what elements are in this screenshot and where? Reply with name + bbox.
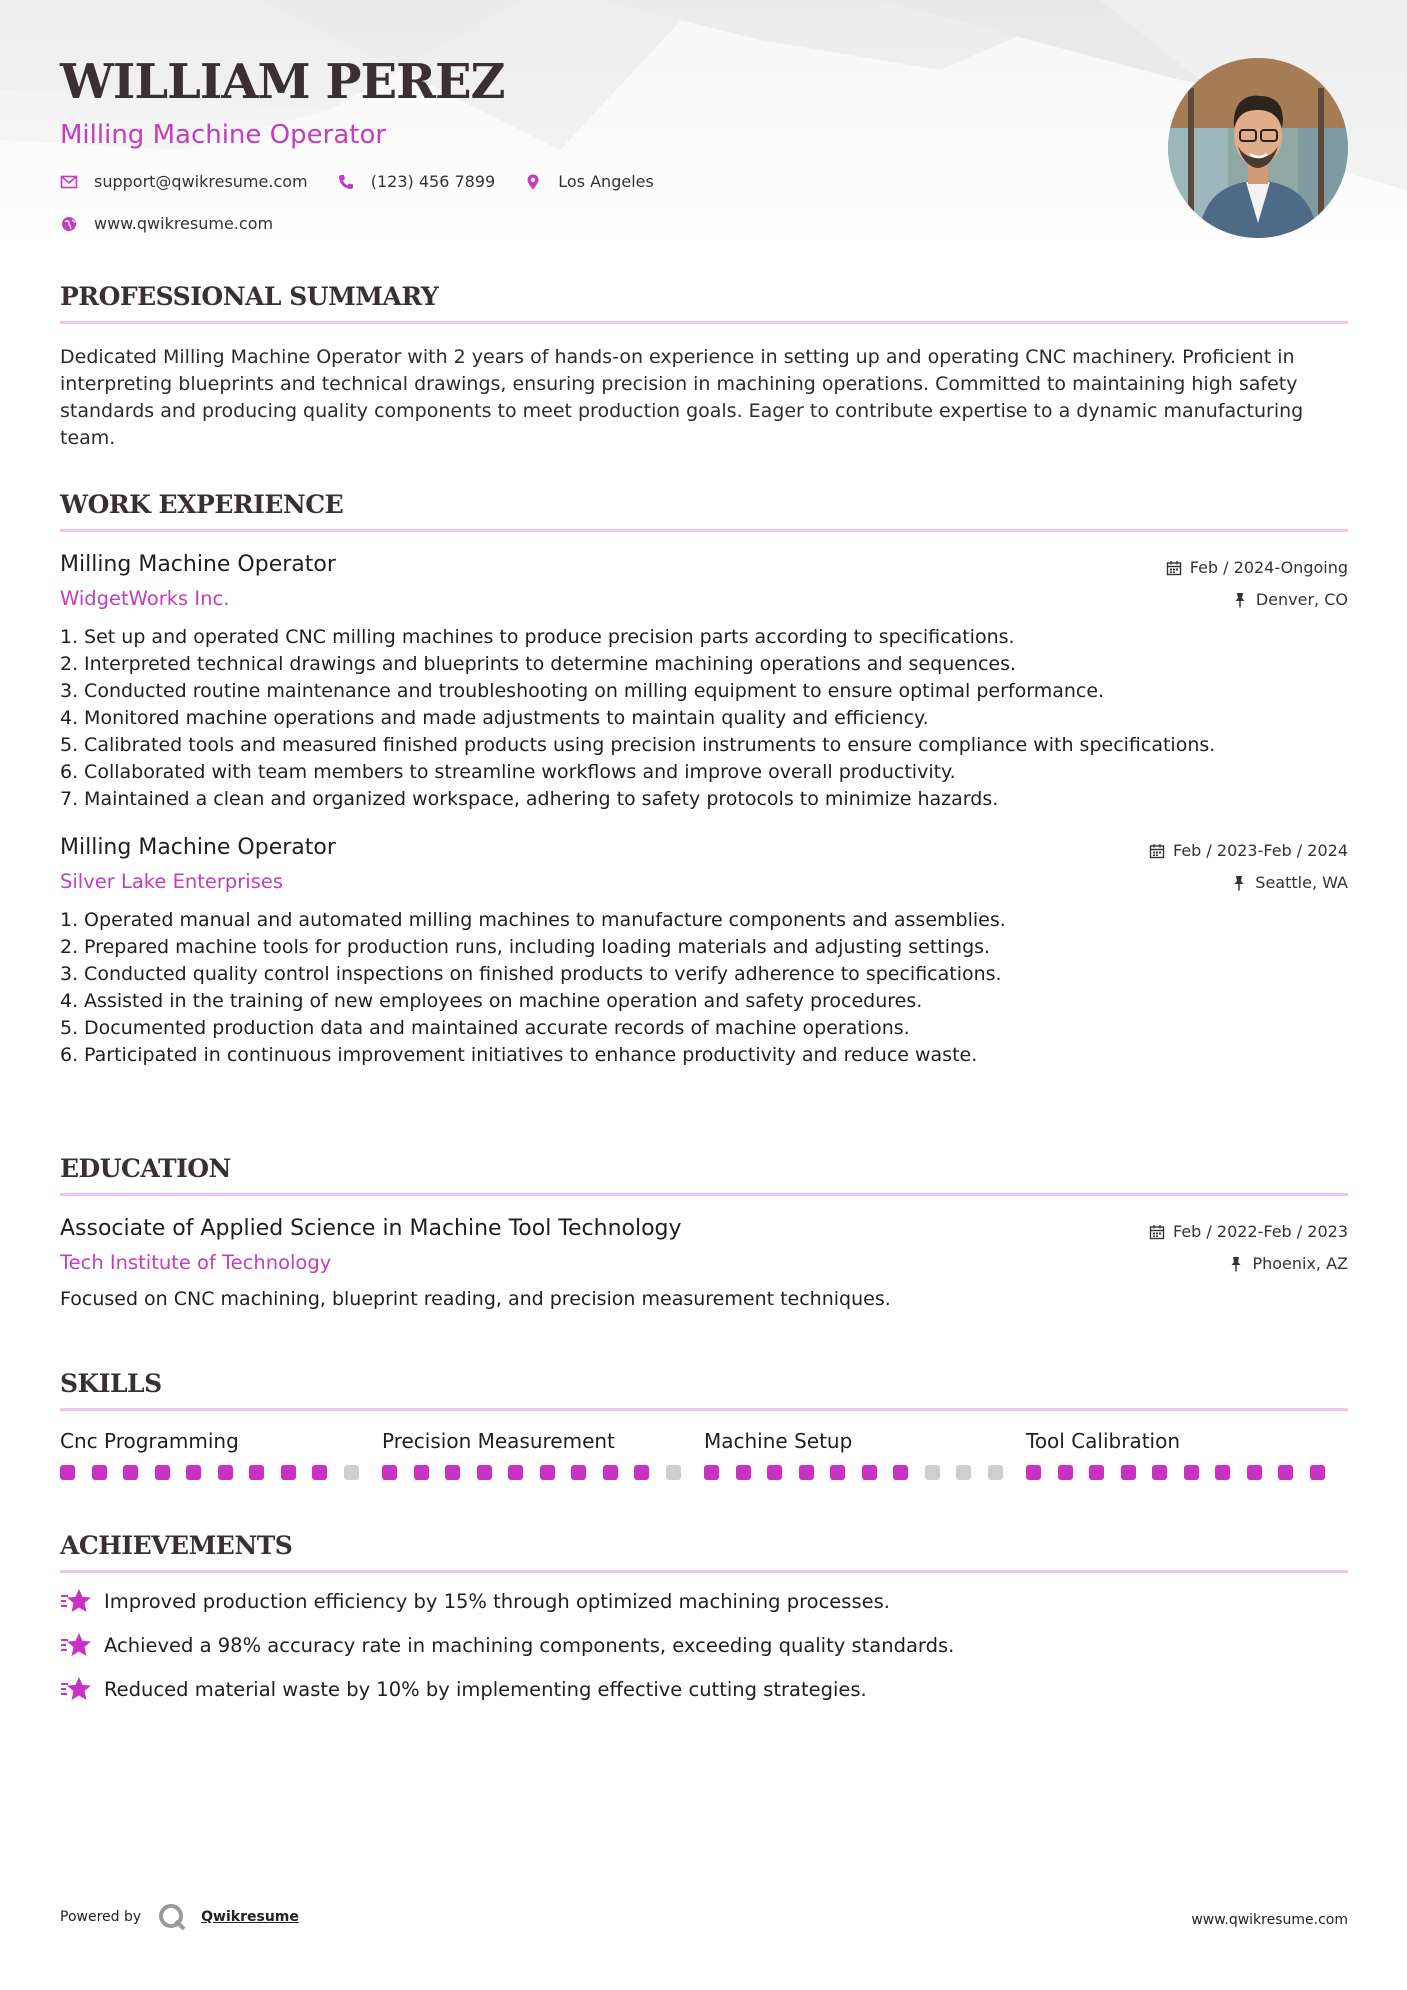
experience-section [60,492,1348,1069]
skill-dot-filled [634,1465,649,1480]
job-location-text: Seattle, WA [1255,873,1348,892]
calendar-icon [1149,1224,1165,1240]
website-text: www.qwikresume.com [94,214,274,233]
star-icon [60,1675,92,1703]
skill-dot-filled [704,1465,719,1480]
achievements-list [60,1587,1348,1703]
skill-dot-filled [508,1465,523,1480]
skill-name: Machine Setup [704,1429,853,1453]
location-text: Los Angeles [558,172,654,191]
job-bullets [60,624,1348,813]
list-item: 4. Monitored machine operations and made adjustments to maintain quality and efficiency. [60,707,929,729]
qwikresume-link[interactable]: Qwikresume [201,1909,299,1925]
skills-list [60,1429,1348,1480]
achievements-heading: ACHIEVEMENTS [60,1533,1348,1573]
job-dates-text: Feb / 2023-Feb / 2024 [1173,841,1348,860]
envelope-icon [60,173,78,191]
education-section [60,1156,1348,1310]
contact-row [60,172,678,195]
list-item: 4. Assisted in the training of new employees on machine operation and safety procedures. [60,990,923,1012]
achievement-text: Improved production efficiency by 15% through optimized machining processes. [104,1589,890,1613]
skill-name: Tool Calibration [1026,1429,1181,1453]
education-location [1228,1254,1348,1273]
star-icon [60,1631,92,1659]
skill-name: Precision Measurement [382,1429,615,1453]
skill-dot-filled [1089,1465,1104,1480]
education-location-text: Phoenix, AZ [1252,1254,1348,1273]
job-title: Milling Machine Operator [60,552,336,577]
achievement-item [60,1631,1348,1659]
skill-dot-filled [571,1465,586,1480]
skill-dot-filled [799,1465,814,1480]
job-company: Silver Lake Enterprises [60,870,284,893]
skill-dot-filled [477,1465,492,1480]
job-location [1232,590,1348,609]
skill-dot-filled [862,1465,877,1480]
powered-by-label: Powered by [60,1909,142,1925]
skill-dot-filled [1152,1465,1167,1480]
skill-dot-empty [956,1465,971,1480]
list-item: 5. Calibrated tools and measured finished products using precision instruments to ensure compliance with specifications. [60,734,1216,756]
pushpin-icon [1228,1256,1244,1272]
job-bullets [60,907,1348,1069]
list-item: 6. Collaborated with team members to streamline workflows and improve overall productivity. [60,761,956,783]
job-entry [60,552,1348,813]
skill-dot-filled [312,1465,327,1480]
job-location-text: Denver, CO [1255,590,1348,609]
skill-dot-empty [666,1465,681,1480]
achievements-section [60,1533,1348,1703]
job-company: WidgetWorks Inc. [60,587,230,610]
calendar-icon [1149,843,1165,859]
profile-photo [1168,58,1348,238]
skill-item [704,1429,1026,1480]
skill-item [382,1429,704,1480]
education-heading: EDUCATION [60,1156,1348,1196]
job-title: Milling Machine Operator [60,835,336,860]
powered-by [60,1902,299,1932]
school-name: Tech Institute of Technology [60,1251,332,1274]
pushpin-icon [1231,875,1247,891]
candidate-title: Milling Machine Operator [60,120,387,150]
job-dates [1166,558,1348,577]
education-dates [1149,1222,1348,1241]
skill-dot-filled [767,1465,782,1480]
skill-dot-filled [1247,1465,1262,1480]
skill-dot-filled [1121,1465,1136,1480]
skill-dot-filled [155,1465,170,1480]
list-item: 7. Maintained a clean and organized workspace, adhering to safety protocols to minimize hazards. [60,788,999,810]
job-dates [1149,841,1348,860]
skills-heading: SKILLS [60,1371,1348,1411]
skill-dot-empty [925,1465,940,1480]
skill-dot-filled [249,1465,264,1480]
skill-dot-filled [540,1465,555,1480]
job-entry [60,835,1348,1069]
footer-website[interactable]: www.qwikresume.com [1191,1912,1348,1928]
skills-section [60,1371,1348,1480]
star-icon [60,1587,92,1615]
summary-text: Dedicated Milling Machine Operator with 2 years of hands-on experience in setting up and operating CNC machinery. Proficient in interpreting blueprints and technical drawings, ensuring precision in machining operations. Committed to maintaining high safety standards and producing quality components to meet production goals. Eager to contribute expertise to a dynamic manufacturing team. [60,346,1304,449]
phone-icon [337,173,355,191]
skill-item [1026,1429,1348,1480]
phone-contact[interactable] [337,172,495,191]
achievement-text: Reduced material waste by 10% by implementing effective cutting strategies. [104,1677,867,1701]
skill-dot-filled [281,1465,296,1480]
skill-level-dots [382,1465,704,1480]
candidate-name: WILLIAM PEREZ [60,54,505,110]
list-item: 1. Set up and operated CNC milling machines to produce precision parts according to specifications. [60,626,1015,648]
summary-heading: PROFESSIONAL SUMMARY [60,284,1348,324]
location-contact [524,172,654,191]
skill-dot-filled [1278,1465,1293,1480]
experience-heading: WORK EXPERIENCE [60,492,1348,532]
skill-dot-filled [830,1465,845,1480]
skill-dot-filled [382,1465,397,1480]
calendar-icon [1166,560,1182,576]
skill-dot-filled [603,1465,618,1480]
skill-dot-filled [1184,1465,1199,1480]
list-item: 1. Operated manual and automated milling machines to manufacture components and assemblies. [60,909,1006,931]
skill-dot-filled [1310,1465,1325,1480]
email-contact[interactable] [60,172,308,191]
skill-dot-filled [445,1465,460,1480]
summary-section [60,284,1348,452]
skill-dot-filled [123,1465,138,1480]
achievement-item [60,1675,1348,1703]
skill-item [60,1429,382,1480]
skill-dot-filled [186,1465,201,1480]
email-text: support@qwikresume.com [94,172,308,191]
skill-dot-empty [988,1465,1003,1480]
skill-dot-filled [736,1465,751,1480]
achievement-text: Achieved a 98% accuracy rate in machining components, exceeding quality standards. [104,1633,955,1657]
phone-text: (123) 456 7899 [370,172,496,191]
skill-dot-filled [1215,1465,1230,1480]
education-entry [60,1216,1348,1310]
skill-name: Cnc Programming [60,1429,239,1453]
list-item: 3. Conducted routine maintenance and troubleshooting on milling equipment to ensure optimal performance. [60,680,1105,702]
skill-dot-filled [1026,1465,1041,1480]
list-item: 2. Prepared machine tools for production runs, including loading materials and adjusting settings. [60,936,991,958]
skill-dot-filled [60,1465,75,1480]
job-location [1231,873,1348,892]
education-dates-text: Feb / 2022-Feb / 2023 [1173,1222,1348,1241]
website-contact[interactable] [60,214,273,233]
pushpin-icon [1232,592,1248,608]
skill-level-dots [1026,1465,1348,1480]
skill-dot-filled [218,1465,233,1480]
job-dates-text: Feb / 2024-Ongoing [1189,558,1348,577]
skill-dot-empty [344,1465,359,1480]
qwikresume-logo-icon [157,1902,187,1932]
skill-dot-filled [414,1465,429,1480]
globe-icon [60,215,78,233]
skill-level-dots [704,1465,1026,1480]
map-pin-icon [524,173,542,191]
skill-dot-filled [1058,1465,1073,1480]
skill-dot-filled [92,1465,107,1480]
achievement-item [60,1587,1348,1615]
education-description: Focused on CNC machining, blueprint reading, and precision measurement techniques. [60,1288,891,1310]
list-item: 5. Documented production data and maintained accurate records of machine operations. [60,1017,910,1039]
list-item: 6. Participated in continuous improvement initiatives to enhance productivity and reduce waste. [60,1044,978,1066]
degree-title: Associate of Applied Science in Machine Tool Technology [60,1216,682,1241]
skill-dot-filled [893,1465,908,1480]
list-item: 2. Interpreted technical drawings and blueprints to determine machining operations and sequences. [60,653,1017,675]
skill-level-dots [60,1465,382,1480]
list-item: 3. Conducted quality control inspections on finished products to verify adherence to specifications. [60,963,1002,985]
